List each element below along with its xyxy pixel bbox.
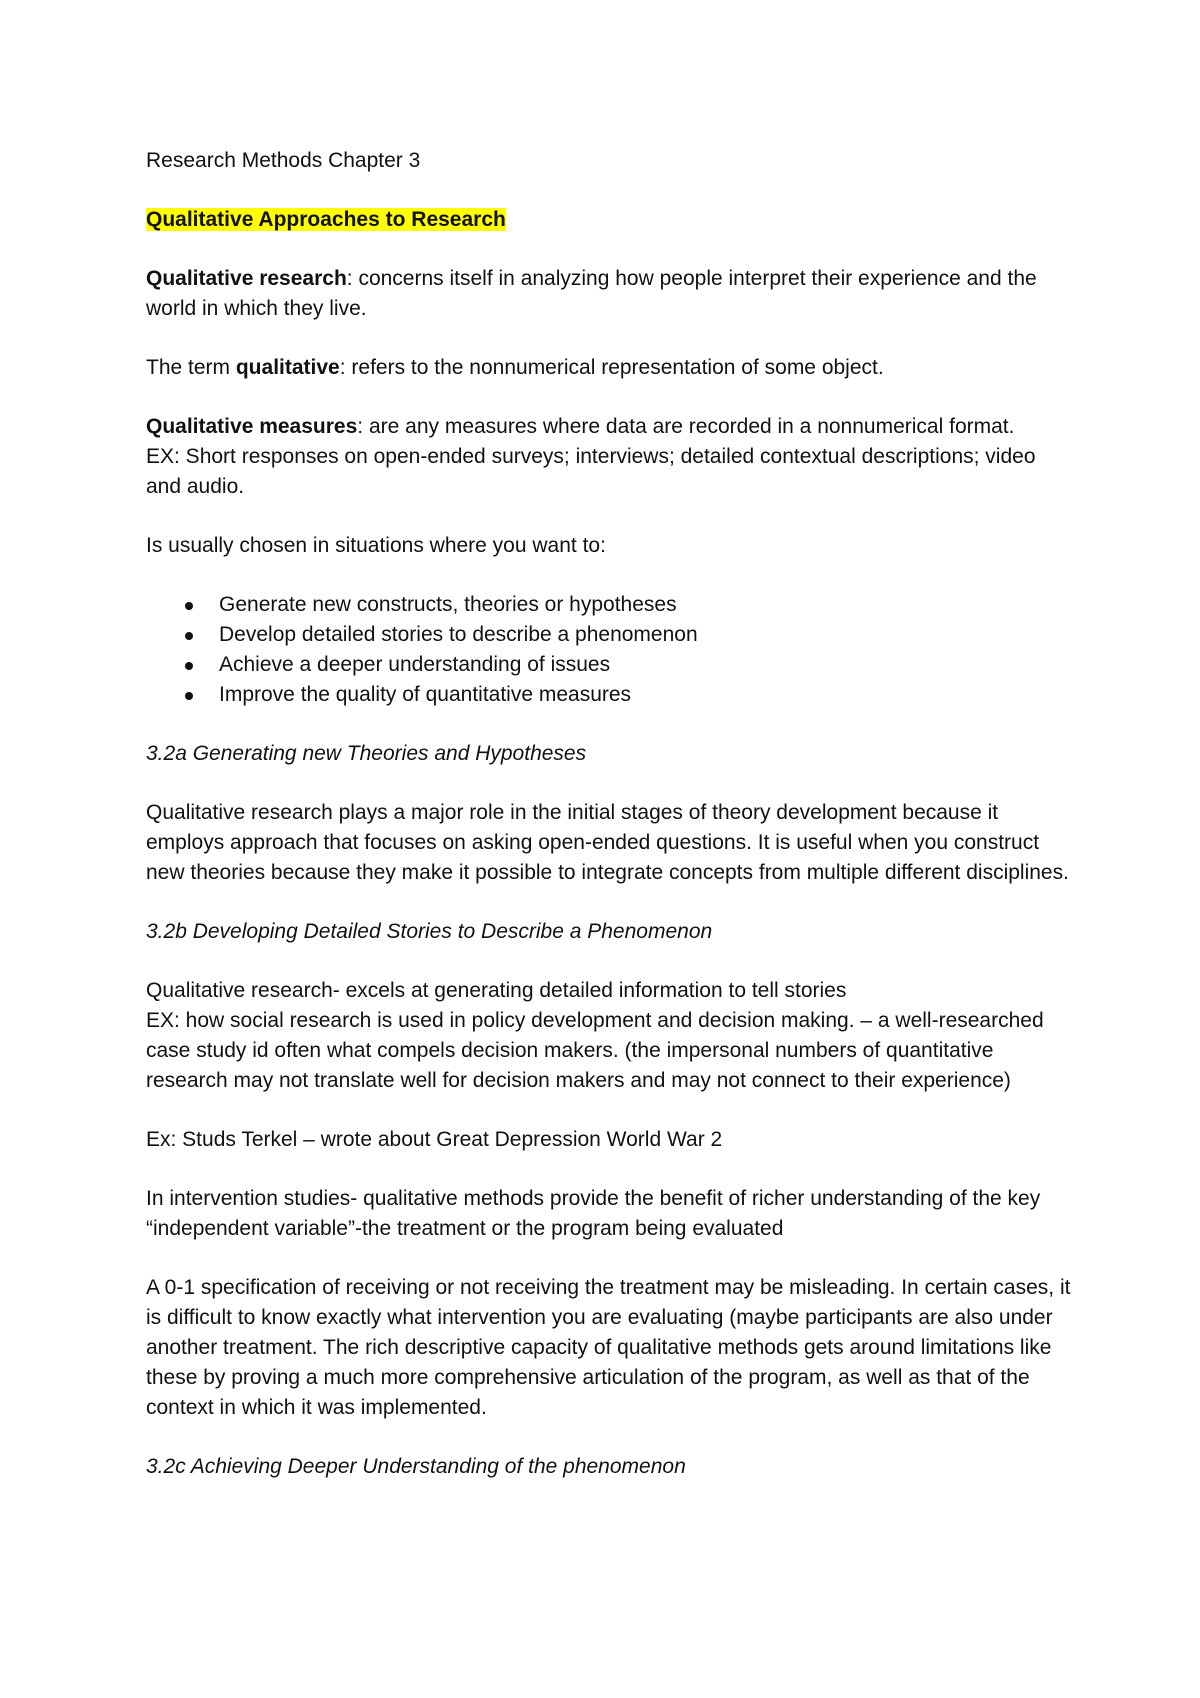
term: qualitative — [235, 356, 340, 379]
paragraph-3-2b-stories — [146, 976, 1076, 1096]
list-item-text: Develop detailed stories to describe a phenomenon — [219, 623, 698, 646]
example-text: EX: how social research is used in policy development and decision making. – a well-researched case study id often what compels decision makers. (the impersonal numbers of quantitative research may not translate well for decision makers and may not connect to their experience) — [146, 1009, 1044, 1092]
bullet-icon — [185, 662, 193, 670]
subheading-3-2b: 3.2b Developing Detailed Stories to Describe a Phenomenon — [146, 920, 713, 943]
definition-text: : are any measures where data are recorded in a nonnumerical format. — [357, 415, 1015, 438]
list-item — [146, 590, 1076, 620]
section-heading — [146, 205, 1076, 235]
chosen-intro: Is usually chosen in situations where you want to: — [146, 534, 606, 557]
subheading-3-2a: 3.2a Generating new Theories and Hypotheses — [146, 742, 587, 765]
list-item-text: Generate new constructs, theories or hypotheses — [219, 593, 677, 616]
list-item-text: Achieve a deeper understanding of issues — [219, 653, 611, 676]
example-text: EX: Short responses on open-ended surveys; interviews; detailed contextual descriptions; video and audio. — [146, 445, 1036, 498]
definition-text: : concerns itself in analyzing how people interpret their experience and the world in which they live. — [146, 267, 1037, 320]
definition-qualitative-measures — [146, 412, 1076, 502]
list-item — [146, 680, 1076, 710]
definition-qualitative — [146, 353, 1076, 383]
term: Qualitative research — [146, 267, 347, 290]
definition-prefix: The term — [146, 356, 236, 379]
highlighted-heading: Qualitative Approaches to Research — [146, 208, 506, 231]
bullet-icon — [185, 692, 193, 700]
paragraph-line: Qualitative research- excels at generating detailed information to tell stories — [146, 979, 847, 1002]
paragraph-3-2a: Qualitative research plays a major role in the initial stages of theory development because it employs approach that focuses on asking open-ended questions. It is useful when you construct new theories because they make it possible to integrate concepts from multiple different disciplines. — [146, 801, 1069, 884]
list-item — [146, 650, 1076, 680]
paragraph-3-2b-specification: A 0-1 specification of receiving or not receiving the treatment may be misleading. In certain cases, it is difficult to know exactly what intervention you are evaluating (maybe participants are also under another treatment. The rich descriptive capacity of qualitative methods gets around limitations like these by proving a much more comprehensive articulation of the program, as well as that of the context in which it was implemented. — [146, 1276, 1071, 1419]
bullet-icon — [185, 632, 193, 640]
paragraph-3-2b-intervention: In intervention studies- qualitative methods provide the benefit of richer understanding of the key “independent variable”-the treatment or the program being evaluated — [146, 1187, 1041, 1240]
bullet-icon — [185, 602, 193, 610]
definition-text: : refers to the nonnumerical representation of some object. — [339, 356, 884, 379]
list-item-text: Improve the quality of quantitative measures — [219, 683, 632, 706]
definition-qualitative-research — [146, 264, 1076, 324]
document-body — [146, 146, 1076, 1511]
document-title: Research Methods Chapter 3 — [146, 149, 421, 172]
paragraph-3-2b-terkel: Ex: Studs Terkel – wrote about Great Depression World War 2 — [146, 1128, 723, 1151]
subheading-3-2c: 3.2c Achieving Deeper Understanding of the phenomenon — [146, 1455, 686, 1478]
term: Qualitative measures — [146, 415, 358, 438]
bullet-list — [146, 590, 1076, 710]
list-item — [146, 620, 1076, 650]
